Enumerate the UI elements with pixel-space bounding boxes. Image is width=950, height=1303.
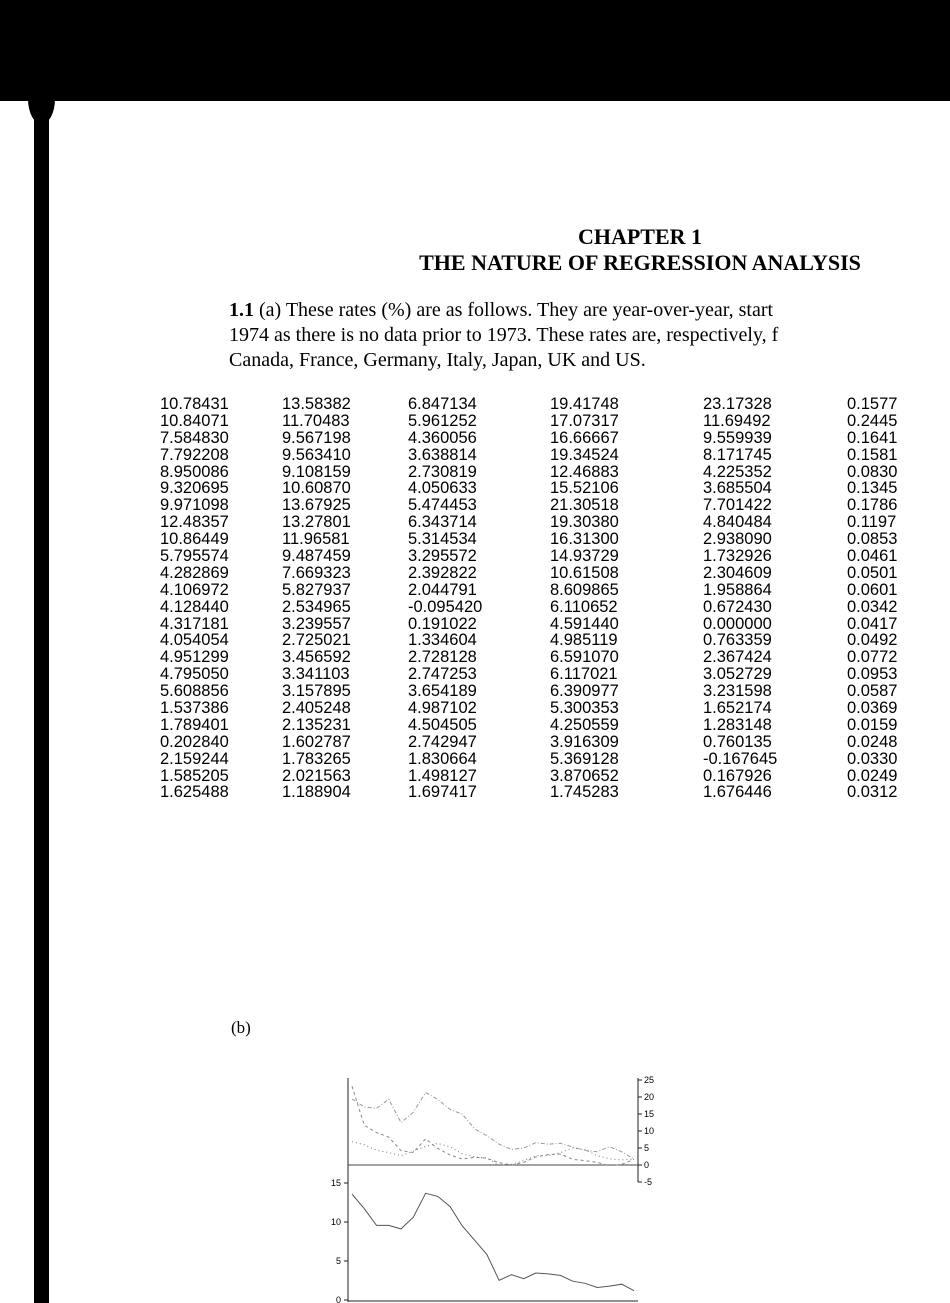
table-cell: 11.70483 <box>282 411 350 430</box>
table-cell: 0.0601 <box>847 580 898 599</box>
part-b-label: (b) <box>231 1018 251 1037</box>
table-cell: 0.0159 <box>847 715 898 734</box>
table-cell: 6.591070 <box>550 648 619 667</box>
table-cell: 5.314534 <box>408 530 477 549</box>
table-cell: 1.498127 <box>408 766 477 785</box>
table-cell: 0.167926 <box>703 766 772 785</box>
table-cell: 4.050633 <box>408 479 477 498</box>
table-cell: 3.231598 <box>703 682 772 701</box>
table-cell: 23.17328 <box>703 395 772 413</box>
series-line-4 <box>352 1193 634 1290</box>
table-cell: 3.052729 <box>703 665 772 684</box>
table-cell: 19.30380 <box>550 513 619 532</box>
table-cell: 12.48357 <box>160 513 229 532</box>
table-cell: 15.52106 <box>550 479 619 498</box>
table-cell: 2.021563 <box>282 766 351 785</box>
table-cell: 0.1197 <box>847 513 897 532</box>
table-cell: 0.000000 <box>703 614 772 633</box>
table-cell: 3.870652 <box>550 766 619 785</box>
left-tick-label: 15 <box>330 1178 341 1188</box>
intro-line-1 <box>229 298 950 323</box>
table-cell: -0.167645 <box>703 749 778 768</box>
table-cell: 2.742947 <box>408 732 477 751</box>
table-cell: 1.652174 <box>703 699 772 718</box>
table-cell: 2.938090 <box>703 530 772 549</box>
table-cell: 0.0492 <box>847 631 898 650</box>
table-cell: 5.827937 <box>282 580 351 599</box>
table-cell: 0.2445 <box>847 411 898 430</box>
table-cell: 2.392822 <box>408 563 477 582</box>
table-cell: 2.159244 <box>160 749 229 768</box>
table-cell: 9.567198 <box>282 428 351 447</box>
table-cell: 14.93729 <box>550 547 619 566</box>
right-tick-label: 25 <box>644 1075 655 1085</box>
table-cell: 2.405248 <box>282 699 351 718</box>
table-cell: 5.608856 <box>160 682 229 701</box>
table-cell: 12.46883 <box>550 462 619 481</box>
left-tick-label: 0 <box>335 1295 341 1303</box>
table-cell: 3.916309 <box>550 732 619 751</box>
table-cell: 4.360056 <box>408 428 477 447</box>
table-cell: 16.31300 <box>550 530 619 549</box>
table-cell: 1.602787 <box>282 732 351 751</box>
table-cell: 7.669323 <box>282 563 351 582</box>
intro-line-2: 1974 as there is no data prior to 1973. These rates are, respectively, f <box>229 324 779 346</box>
table-cell: 19.34524 <box>550 445 619 464</box>
table-cell: 7.584830 <box>160 428 229 447</box>
right-tick-label: 20 <box>644 1092 655 1102</box>
table-cell: 9.559939 <box>703 428 772 447</box>
right-tick-label: -5 <box>644 1177 653 1187</box>
table-cell: 0.763359 <box>703 631 772 650</box>
table-cell: 5.369128 <box>550 749 619 768</box>
table-cell: 4.985119 <box>550 631 618 650</box>
table-cell: 0.0342 <box>847 597 898 616</box>
table-cell: 4.225352 <box>703 462 772 481</box>
table-cell: 6.110652 <box>550 597 618 616</box>
table-cell: 11.69492 <box>703 411 771 430</box>
table-cell: 0.0312 <box>847 783 898 802</box>
left-tick-label: 5 <box>335 1256 341 1266</box>
table-cell: 1.732926 <box>703 547 772 566</box>
table-cell: 19.41748 <box>550 395 619 413</box>
intro-line-3: Canada, France, Germany, Italy, Japan, UK and US. <box>229 349 646 371</box>
scan-left-edge <box>34 96 49 1303</box>
table-cell: 3.638814 <box>408 445 477 464</box>
table-cell: 0.1641 <box>847 428 898 447</box>
table-cell: 2.534965 <box>282 597 351 616</box>
table-cell: -0.095420 <box>408 597 483 616</box>
table-cell: 2.728128 <box>408 648 477 667</box>
table-cell: 13.27801 <box>282 513 351 532</box>
table-cell: 9.971098 <box>160 496 229 515</box>
table-cell: 2.730819 <box>408 462 477 481</box>
table-cell: 9.108159 <box>282 462 351 481</box>
table-cell: 4.795050 <box>160 665 229 684</box>
table-cell: 10.78431 <box>160 395 229 413</box>
table-cell: 2.747253 <box>408 665 477 684</box>
table-cell: 8.950086 <box>160 462 229 481</box>
table-cell: 0.0369 <box>847 699 898 718</box>
table-cell: 2.044791 <box>408 580 477 599</box>
table-cell: 16.66667 <box>550 428 619 447</box>
table-cell: 1.958864 <box>703 580 772 599</box>
table-cell: 1.783265 <box>282 749 351 768</box>
table-cell: 3.685504 <box>703 479 772 498</box>
table-cell: 1.745283 <box>550 783 619 802</box>
table-cell: 5.474453 <box>408 496 477 515</box>
table-cell: 6.343714 <box>408 513 477 532</box>
table-cell: 4.054054 <box>160 631 229 650</box>
table-cell: 8.171745 <box>703 445 772 464</box>
table-cell: 1.334604 <box>408 631 477 650</box>
table-cell: 4.987102 <box>408 699 477 718</box>
table-cell: 0.672430 <box>703 597 772 616</box>
table-cell: 4.317181 <box>160 614 229 633</box>
table-cell: 7.792208 <box>160 445 229 464</box>
table-cell: 0.0853 <box>847 530 898 549</box>
table-cell: 0.0417 <box>847 614 898 633</box>
chapter-number: CHAPTER 1 <box>577 224 703 249</box>
table-cell: 6.117021 <box>550 665 618 684</box>
table-cell: 0.0248 <box>847 732 898 751</box>
rates-line-chart <box>300 1040 680 1303</box>
table-cell: 1.789401 <box>160 715 229 734</box>
scan-left-notch <box>28 96 55 124</box>
table-cell: 3.239557 <box>282 614 351 633</box>
table-cell: 13.67925 <box>282 496 351 515</box>
table-cell: 4.591440 <box>550 614 619 633</box>
table-cell: 5.300353 <box>550 699 619 718</box>
table-cell: 0.760135 <box>703 732 772 751</box>
table-cell: 2.135231 <box>282 715 351 734</box>
table-cell: 0.0587 <box>847 682 898 701</box>
series-line-3 <box>352 1142 634 1166</box>
table-cell: 1.697417 <box>408 783 477 802</box>
table-cell: 9.487459 <box>282 547 351 566</box>
table-cell: 0.0461 <box>847 547 898 566</box>
table-cell: 4.128440 <box>160 597 229 616</box>
table-cell: 0.0501 <box>847 563 898 582</box>
table-cell: 0.1581 <box>847 445 898 464</box>
table-cell: 11.96581 <box>282 530 350 549</box>
scan-top-band <box>0 0 950 101</box>
table-cell: 4.250559 <box>550 715 619 734</box>
right-tick-label: 15 <box>644 1109 655 1119</box>
table-cell: 4.951299 <box>160 648 229 667</box>
table-cell: 0.0830 <box>847 462 898 481</box>
table-cell: 1.537386 <box>160 699 229 718</box>
right-tick-label: 5 <box>644 1143 650 1153</box>
table-cell: 6.847134 <box>408 395 477 413</box>
table-cell: 6.390977 <box>550 682 619 701</box>
table-cell: 9.563410 <box>282 445 351 464</box>
table-cell: 0.191022 <box>408 614 477 633</box>
table-cell: 3.295572 <box>408 547 477 566</box>
table-cell: 13.58382 <box>282 395 351 413</box>
left-tick-label: 10 <box>330 1217 341 1227</box>
table-cell: 3.341103 <box>282 665 350 684</box>
table-cell: 0.1786 <box>847 496 898 515</box>
table-cell: 10.61508 <box>550 563 619 582</box>
table-cell: 3.654189 <box>408 682 477 701</box>
table-cell: 2.725021 <box>282 631 351 650</box>
table-cell: 10.60870 <box>282 479 351 498</box>
table-cell: 10.84071 <box>160 411 229 430</box>
series-line-2 <box>352 1093 634 1160</box>
table-cell: 4.504505 <box>408 715 477 734</box>
table-cell: 2.367424 <box>703 648 772 667</box>
table-cell: 0.1345 <box>847 479 898 498</box>
table-cell: 2.304609 <box>703 563 772 582</box>
table-cell: 7.701422 <box>703 496 772 515</box>
table-cell: 9.320695 <box>160 479 229 498</box>
table-cell: 10.86449 <box>160 530 229 549</box>
table-cell: 0.1577 <box>847 395 898 413</box>
chapter-title: THE NATURE OF REGRESSION ANALYSIS <box>419 250 861 275</box>
table-cell: 21.30518 <box>550 496 619 515</box>
right-tick-label: 10 <box>644 1126 655 1136</box>
table-cell: 4.106972 <box>160 580 229 599</box>
table-cell: 3.456592 <box>282 648 351 667</box>
table-cell: 8.609865 <box>550 580 619 599</box>
table-cell: 0.0249 <box>847 766 898 785</box>
table-cell: 1.188904 <box>282 783 351 802</box>
table-cell: 4.840484 <box>703 513 772 532</box>
table-cell: 0.0953 <box>847 665 898 684</box>
exercise-label: 1.1 <box>229 299 254 321</box>
table-cell: 4.282869 <box>160 563 229 582</box>
intro-line-1-text: (a) These rates (%) are as follows. They are year-over-year, start <box>254 299 774 321</box>
table-cell: 1.585205 <box>160 766 229 785</box>
table-cell: 0.0330 <box>847 749 898 768</box>
table-cell: 17.07317 <box>550 411 619 430</box>
table-cell: 1.283148 <box>703 715 772 734</box>
table-cell: 3.157895 <box>282 682 351 701</box>
table-cell: 1.676446 <box>703 783 772 802</box>
table-cell: 0.202840 <box>160 732 229 751</box>
intro-paragraph <box>229 298 950 373</box>
table-cell: 0.0772 <box>847 648 898 667</box>
table-cell: 1.830664 <box>408 749 477 768</box>
table-cell: 5.795574 <box>160 547 229 566</box>
right-tick-label: 0 <box>644 1160 650 1170</box>
table-cell: 1.625488 <box>160 783 229 802</box>
table-cell: 5.961252 <box>408 411 477 430</box>
